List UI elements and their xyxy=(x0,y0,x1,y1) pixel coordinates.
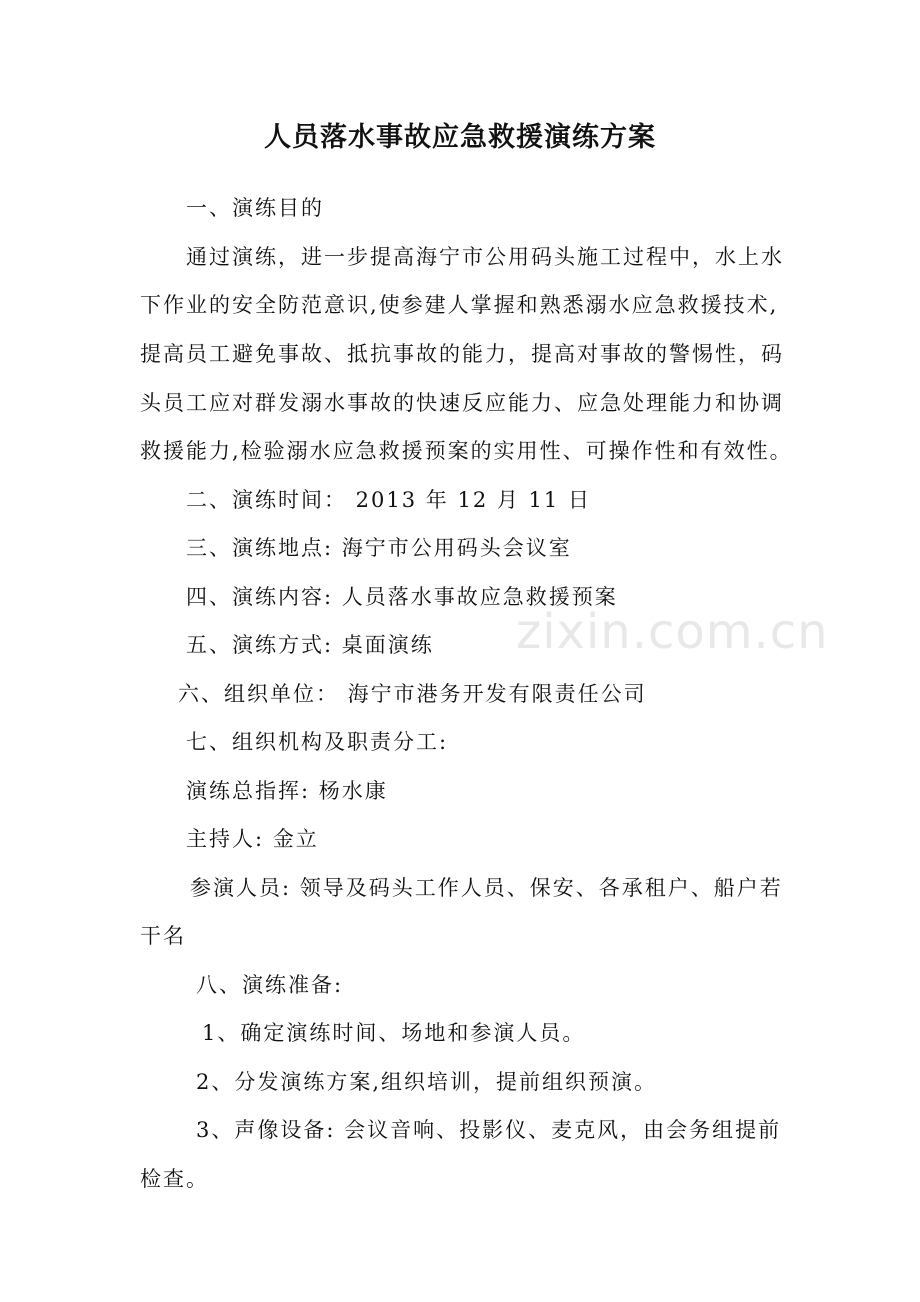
watermark: zixin.com.cn xyxy=(516,604,829,660)
document-title: 人员落水事故应急救援演练方案 xyxy=(264,122,656,153)
section-heading-time: 二、演练时间： 2013 年 12 月 11 日 xyxy=(186,488,591,512)
paragraph-line: 提高员工避免事故、抵抗事故的能力，提高对事故的警惕性，码 xyxy=(140,342,784,366)
section-heading-method: 五、演练方式: 桌面演练 xyxy=(186,633,434,657)
section-heading-organizer: 六、组织单位： 海宁市港务开发有限责任公司 xyxy=(178,682,647,706)
paragraph-line: 救援能力,检验溺水应急救援预案的实用性、可操作性和有效性。 xyxy=(140,439,793,463)
participants-line-continued: 干名 xyxy=(140,924,186,948)
section-heading-content: 四、演练内容: 人员落水事故应急救援预案 xyxy=(186,585,618,609)
section-heading-preparation: 八、演练准备: xyxy=(196,973,344,997)
preparation-item: 1、确定演练时间、场地和参演人员。 xyxy=(202,1021,586,1045)
paragraph-line: 下作业的安全防范意识,使参建人掌握和熟悉溺水应急救援技术, xyxy=(140,293,779,317)
paragraph-line: 通过演练，进一步提高海宁市公用码头施工过程中，水上水 xyxy=(186,245,784,269)
section-heading-location: 三、演练地点: 海宁市公用码头会议室 xyxy=(186,536,572,560)
paragraph-line: 头员工应对群发溺水事故的快速反应能力、应急处理能力和协调 xyxy=(140,391,784,415)
host-line: 主持人: 金立 xyxy=(186,827,319,851)
preparation-item-continued: 检查。 xyxy=(140,1167,209,1191)
commander-line: 演练总指挥: 杨水康 xyxy=(186,779,388,803)
preparation-item: 3、声像设备: 会议音响、投影仪、麦克风，由会务组提前 xyxy=(196,1118,782,1142)
section-heading-purpose: 一、演练目的 xyxy=(186,196,324,220)
participants-line: 参演人员: 领导及码头工作人员、保安、各承租户、船户若 xyxy=(190,876,783,900)
section-heading-organization: 七、组织机构及职责分工: xyxy=(186,730,449,754)
preparation-item: 2、分发演练方案,组织培训，提前组织预演。 xyxy=(196,1070,658,1094)
